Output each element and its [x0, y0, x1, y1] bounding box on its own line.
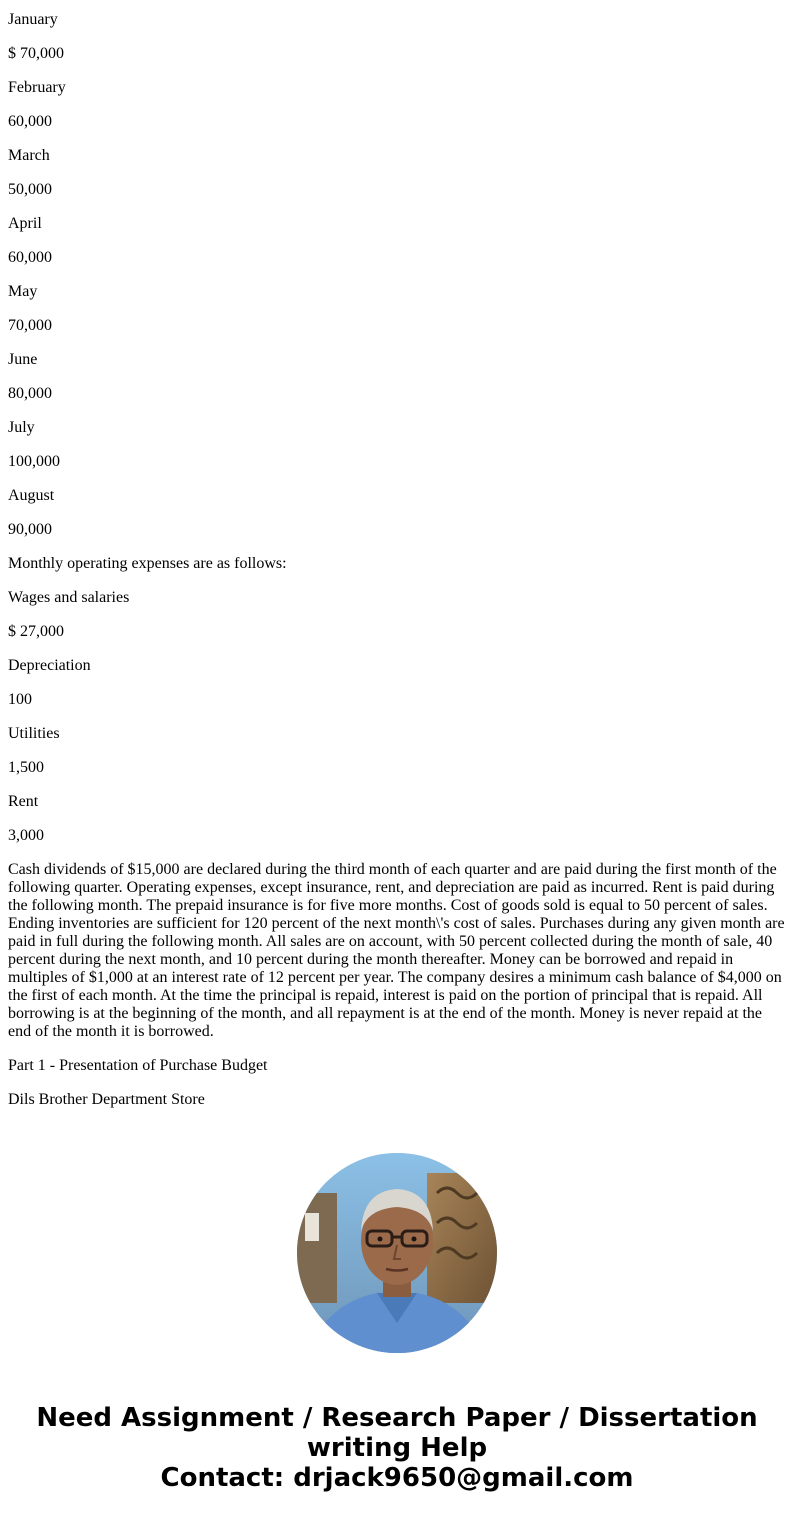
sales-month-label: April — [8, 215, 42, 232]
expense-amount-value: $ 27,000 — [8, 623, 64, 640]
sales-amount-value: 60,000 — [8, 249, 52, 266]
document-content — [8, 11, 786, 1125]
expenses-list — [8, 589, 786, 845]
sales-amount-value: 80,000 — [8, 385, 52, 402]
sales-month-label: June — [8, 351, 38, 368]
sales-month-label: January — [8, 11, 58, 28]
expense-label: Wages and salaries — [8, 589, 130, 606]
expense-label: Rent — [8, 793, 39, 810]
sales-amount-value: 60,000 — [8, 113, 52, 130]
sales-month-label: July — [8, 419, 35, 436]
promo-line-1: Need Assignment / Research Paper / Dissertation — [36, 1403, 758, 1433]
expenses-intro: Monthly operating expenses are as follows: — [8, 555, 287, 572]
promo-contact: Contact: drjack9650@gmail.com — [160, 1463, 634, 1493]
company-name: Dils Brother Department Store — [8, 1091, 205, 1108]
sales-month-label: March — [8, 147, 50, 164]
promo-line-2: writing Help — [306, 1433, 488, 1463]
sales-amount-value: $ 70,000 — [8, 45, 64, 62]
expense-amount-value: 100 — [8, 691, 32, 708]
expense-amount-value: 1,500 — [8, 759, 44, 776]
sales-amount-value: 90,000 — [8, 521, 52, 538]
sales-amount-value: 70,000 — [8, 317, 52, 334]
expense-amount-value: 3,000 — [8, 827, 44, 844]
part-title: Part 1 - Presentation of Purchase Budget — [8, 1057, 268, 1074]
promo-banner — [0, 1403, 794, 1493]
expense-label: Depreciation — [8, 657, 91, 674]
sales-amount-value: 50,000 — [8, 181, 52, 198]
expense-label: Utilities — [8, 725, 60, 742]
problem-description: Cash dividends of $15,000 are declared during the third month of each quarter and are paid during the first month of the following quarter. Operating expenses, except insurance, rent, and depreciation are paid as incurred. Rent is paid during the following month. The prepaid insurance is for five more months. Cost of goods sold is equal to 50 percent of sales. Ending inventories are sufficient for 120 percent of the next month\'s cost of sales. Purchases during any given month are paid in full during the following month. All sales are on account, with 50 percent collected during the month of sale, 40 percent during the next month, and 10 percent during the month thereafter. Money can be borrowed and repaid in multiples of $1,000 at an interest rate of 12 percent per year. The company desires a minimum cash balance of $4,000 on the first of each month. At the time the principal is repaid, interest is paid on the portion of principal that is repaid. All borrowing is at the beginning of the month, and all repayment is at the end of the month. Money is never repaid at the end of the month it is borrowed. — [8, 861, 785, 1040]
sales-month-label: August — [8, 487, 55, 504]
portrait-image — [297, 1153, 497, 1353]
sales-list — [8, 11, 786, 539]
sales-amount-value: 100,000 — [8, 453, 60, 470]
sales-month-label: February — [8, 79, 66, 96]
author-avatar — [297, 1153, 497, 1353]
sales-month-label: May — [8, 283, 38, 300]
